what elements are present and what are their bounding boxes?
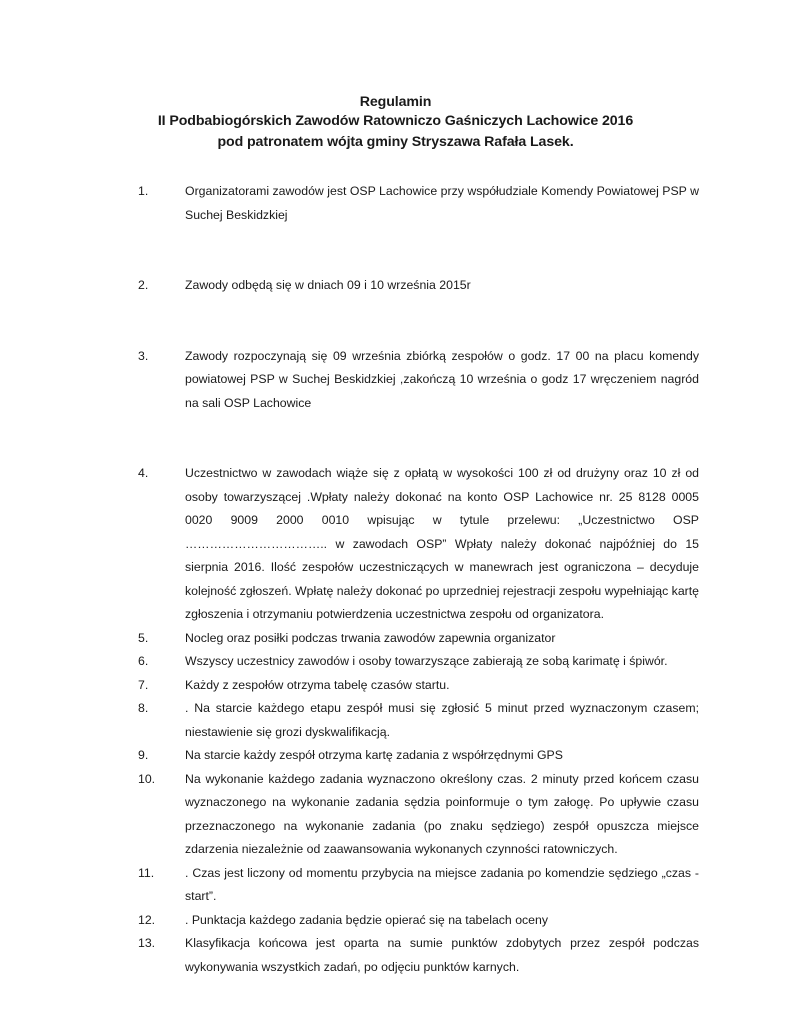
regulations-list	[138, 180, 699, 979]
item-number: 3.	[138, 348, 149, 363]
item-text: Organizatorami zawodów jest OSP Lachowice przy współudziale Komendy Powiatowej PSP w Suchej Beskidzkiej	[185, 184, 699, 222]
document-subtitle: II Podbabiogórskich Zawodów Ratowniczo Gaśniczych Lachowice 2016	[157, 113, 634, 129]
item-text: Klasyfikacja końcowa jest oparta na sumie punktów zdobytych przez zespół podczas wykonywania wszystkich zadań, po odjęciu punktów karnych.	[185, 936, 699, 974]
list-item-13	[138, 932, 699, 979]
item-number: 4.	[138, 466, 149, 480]
document-patronage: pod patronatem wójta gminy Stryszawa Rafała Lasek.	[217, 134, 574, 150]
document-title: Regulamin	[359, 94, 432, 110]
item-number: 12.	[138, 912, 156, 927]
item-number: 1.	[138, 184, 149, 198]
list-item-11	[138, 862, 699, 909]
item-text: Na wykonanie każdego zadania wyznaczono określony czas. 2 minuty przed końcem czasu wyznaczonego na wykonanie zadania sędzia poinformuje o tym załogę. Po upływie czasu przeznaczonego na wykonanie zadania (po znaku sędziego) zespół opuszcza miejsce zdarzenia niezależnie od zaawansowania wykonanych czynności ratowniczych.	[185, 771, 699, 856]
item-text: . Punktacja każdego zadania będzie opierać się na tabelach oceny	[185, 912, 549, 927]
list-item-8	[138, 697, 699, 744]
list-item-2	[138, 274, 699, 298]
item-text: Uczestnictwo w zawodach wiąże się z opłatą w wysokości 100 zł od drużyny oraz 10 zł od osoby towarzyszącej .Wpłaty należy dokonać na konto OSP Lachowice nr. 25 8128 0005 0020 9009 2000 0010 wpisując w tytule przelewu: „Uczestnictwo OSP …………………………….. w zawodach OSP” Wpłaty należy dokonać najpóźniej do 15 sierpnia 2016. Ilość zespołów uczestniczących w manewrach jest ograniczona – decyduje kolejność zgłoszeń. Wpłatę należy dokonać po uprzedniej rejestracji zespołu wypełniając kartę zgłoszenia i otrzymaniu potwierdzenia uczestnictwa zespołu od organizatora.	[185, 466, 700, 621]
item-number: 9.	[138, 748, 149, 762]
list-item-6	[138, 650, 699, 674]
list-item-5	[138, 627, 699, 651]
item-text: Nocleg oraz posiłki podczas trwania zawodów zapewnia organizator	[185, 630, 556, 645]
item-number: 7.	[138, 677, 149, 692]
item-number: 8.	[138, 701, 149, 715]
list-item-10	[138, 768, 699, 862]
item-number: 13.	[138, 936, 156, 950]
item-text: Na starcie każdy zespół otrzyma kartę zadania z współrzędnymi GPS	[185, 748, 563, 762]
item-number: 5.	[138, 630, 149, 645]
item-text: Zawody odbędą się w dniach 09 i 10 września 2015r	[185, 278, 471, 292]
list-item-4	[138, 462, 699, 627]
item-text: Wszyscy uczestnicy zawodów i osoby towarzyszące zabierają ze sobą karimatę i śpiwór.	[185, 654, 668, 668]
item-text: Zawody rozpoczynają się 09 września zbiórką zespołów o godz. 17 00 na placu komendy powiatowej PSP w Suchej Beskidzkiej ,zakończą 10 września o godz 17 wręczeniem nagród na sali OSP Lachowice	[185, 348, 699, 410]
item-number: 10.	[138, 771, 156, 786]
list-item-12	[138, 909, 699, 933]
item-number: 11.	[138, 865, 155, 880]
item-text: . Na starcie każdego etapu zespół musi się zgłosić 5 minut przed wyznaczonym czasem; niestawienie się grozi dyskwalifikacją.	[185, 701, 699, 739]
item-number: 6.	[138, 654, 149, 668]
list-item-9	[138, 744, 699, 768]
list-item-1	[138, 180, 699, 227]
item-text: Każdy z zespołów otrzyma tabelę czasów startu.	[185, 677, 450, 692]
list-item-7	[138, 674, 699, 698]
item-number: 2.	[138, 278, 149, 292]
list-item-3	[138, 345, 699, 416]
item-text: . Czas jest liczony od momentu przybycia na miejsce zadania po komendzie sędziego „czas -start”.	[185, 865, 699, 903]
